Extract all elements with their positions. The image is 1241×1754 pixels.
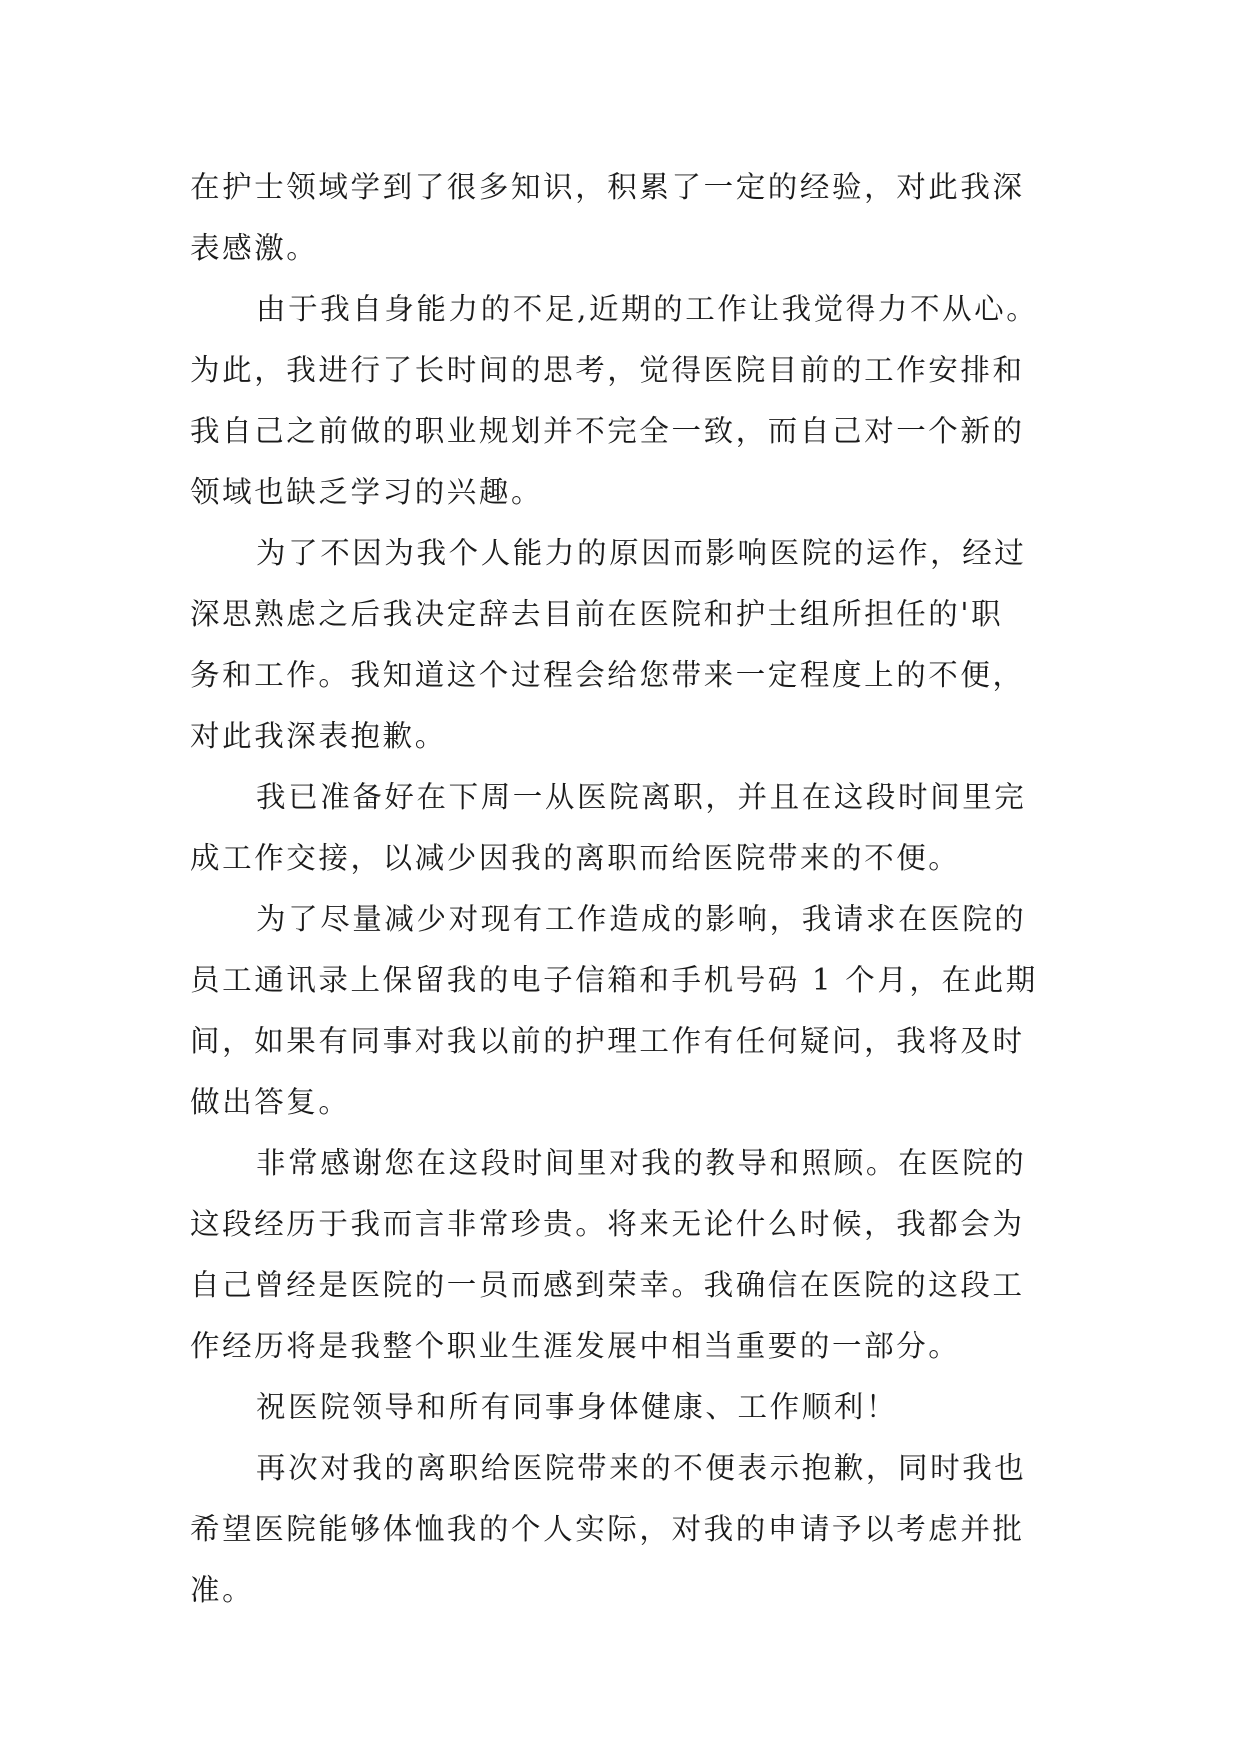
text-line: 员工通讯录上保留我的电子信箱和手机号码 1 个月，在此期	[190, 963, 1038, 997]
text-line: 这段经历于我而言非常珍贵。将来无论什么时候，我都会为	[190, 1207, 1025, 1241]
text-line: 成工作交接，以减少因我的离职而给医院带来的不便。	[190, 841, 961, 875]
text-line: 深思熟虑之后我决定辞去目前在医院和护士组所担任的'职	[190, 597, 1004, 631]
text-line: 我自己之前做的职业规划并不完全一致，而自己对一个新的	[190, 414, 1025, 448]
paragraph-first-line: 为了不因为我个人能力的原因而影响医院的运作，经过	[256, 536, 1027, 570]
letter-body	[190, 157, 1090, 1621]
text-line: 领域也缺乏学习的兴趣。	[190, 475, 544, 509]
text-line: 对此我深表抱歉。	[190, 719, 447, 753]
paragraph-first-line: 非常感谢您在这段时间里对我的教导和照顾。在医院的	[256, 1146, 1027, 1180]
text-line: 务和工作。我知道这个过程会给您带来一定程度上的不便，	[190, 658, 1025, 692]
paragraph-first-line: 祝医院领导和所有同事身体健康、工作顺利！	[256, 1390, 899, 1424]
text-line: 做出答复。	[190, 1085, 351, 1119]
text-line: 自己曾经是医院的一员而感到荣幸。我确信在医院的这段工	[190, 1268, 1025, 1302]
text-line: 为此，我进行了长时间的思考，觉得医院目前的工作安排和	[190, 353, 1025, 387]
paragraph-first-line: 再次对我的离职给医院带来的不便表示抱歉，同时我也	[256, 1451, 1027, 1485]
text-line: 在护士领域学到了很多知识，积累了一定的经验，对此我深	[190, 170, 1025, 204]
paragraph-first-line: 我已准备好在下周一从医院离职，并且在这段时间里完	[256, 780, 1027, 814]
paragraph-first-line: 由于我自身能力的不足,近期的工作让我觉得力不从心。	[256, 292, 1039, 326]
text-line: 希望医院能够体恤我的个人实际，对我的申请予以考虑并批	[190, 1512, 1025, 1546]
text-line: 作经历将是我整个职业生涯发展中相当重要的一部分。	[190, 1329, 961, 1363]
text-line: 准。	[190, 1573, 255, 1607]
paragraph-first-line: 为了尽量减少对现有工作造成的影响，我请求在医院的	[256, 902, 1027, 936]
text-line: 间，如果有同事对我以前的护理工作有任何疑问，我将及时	[190, 1024, 1025, 1058]
text-line: 表感激。	[190, 231, 319, 265]
